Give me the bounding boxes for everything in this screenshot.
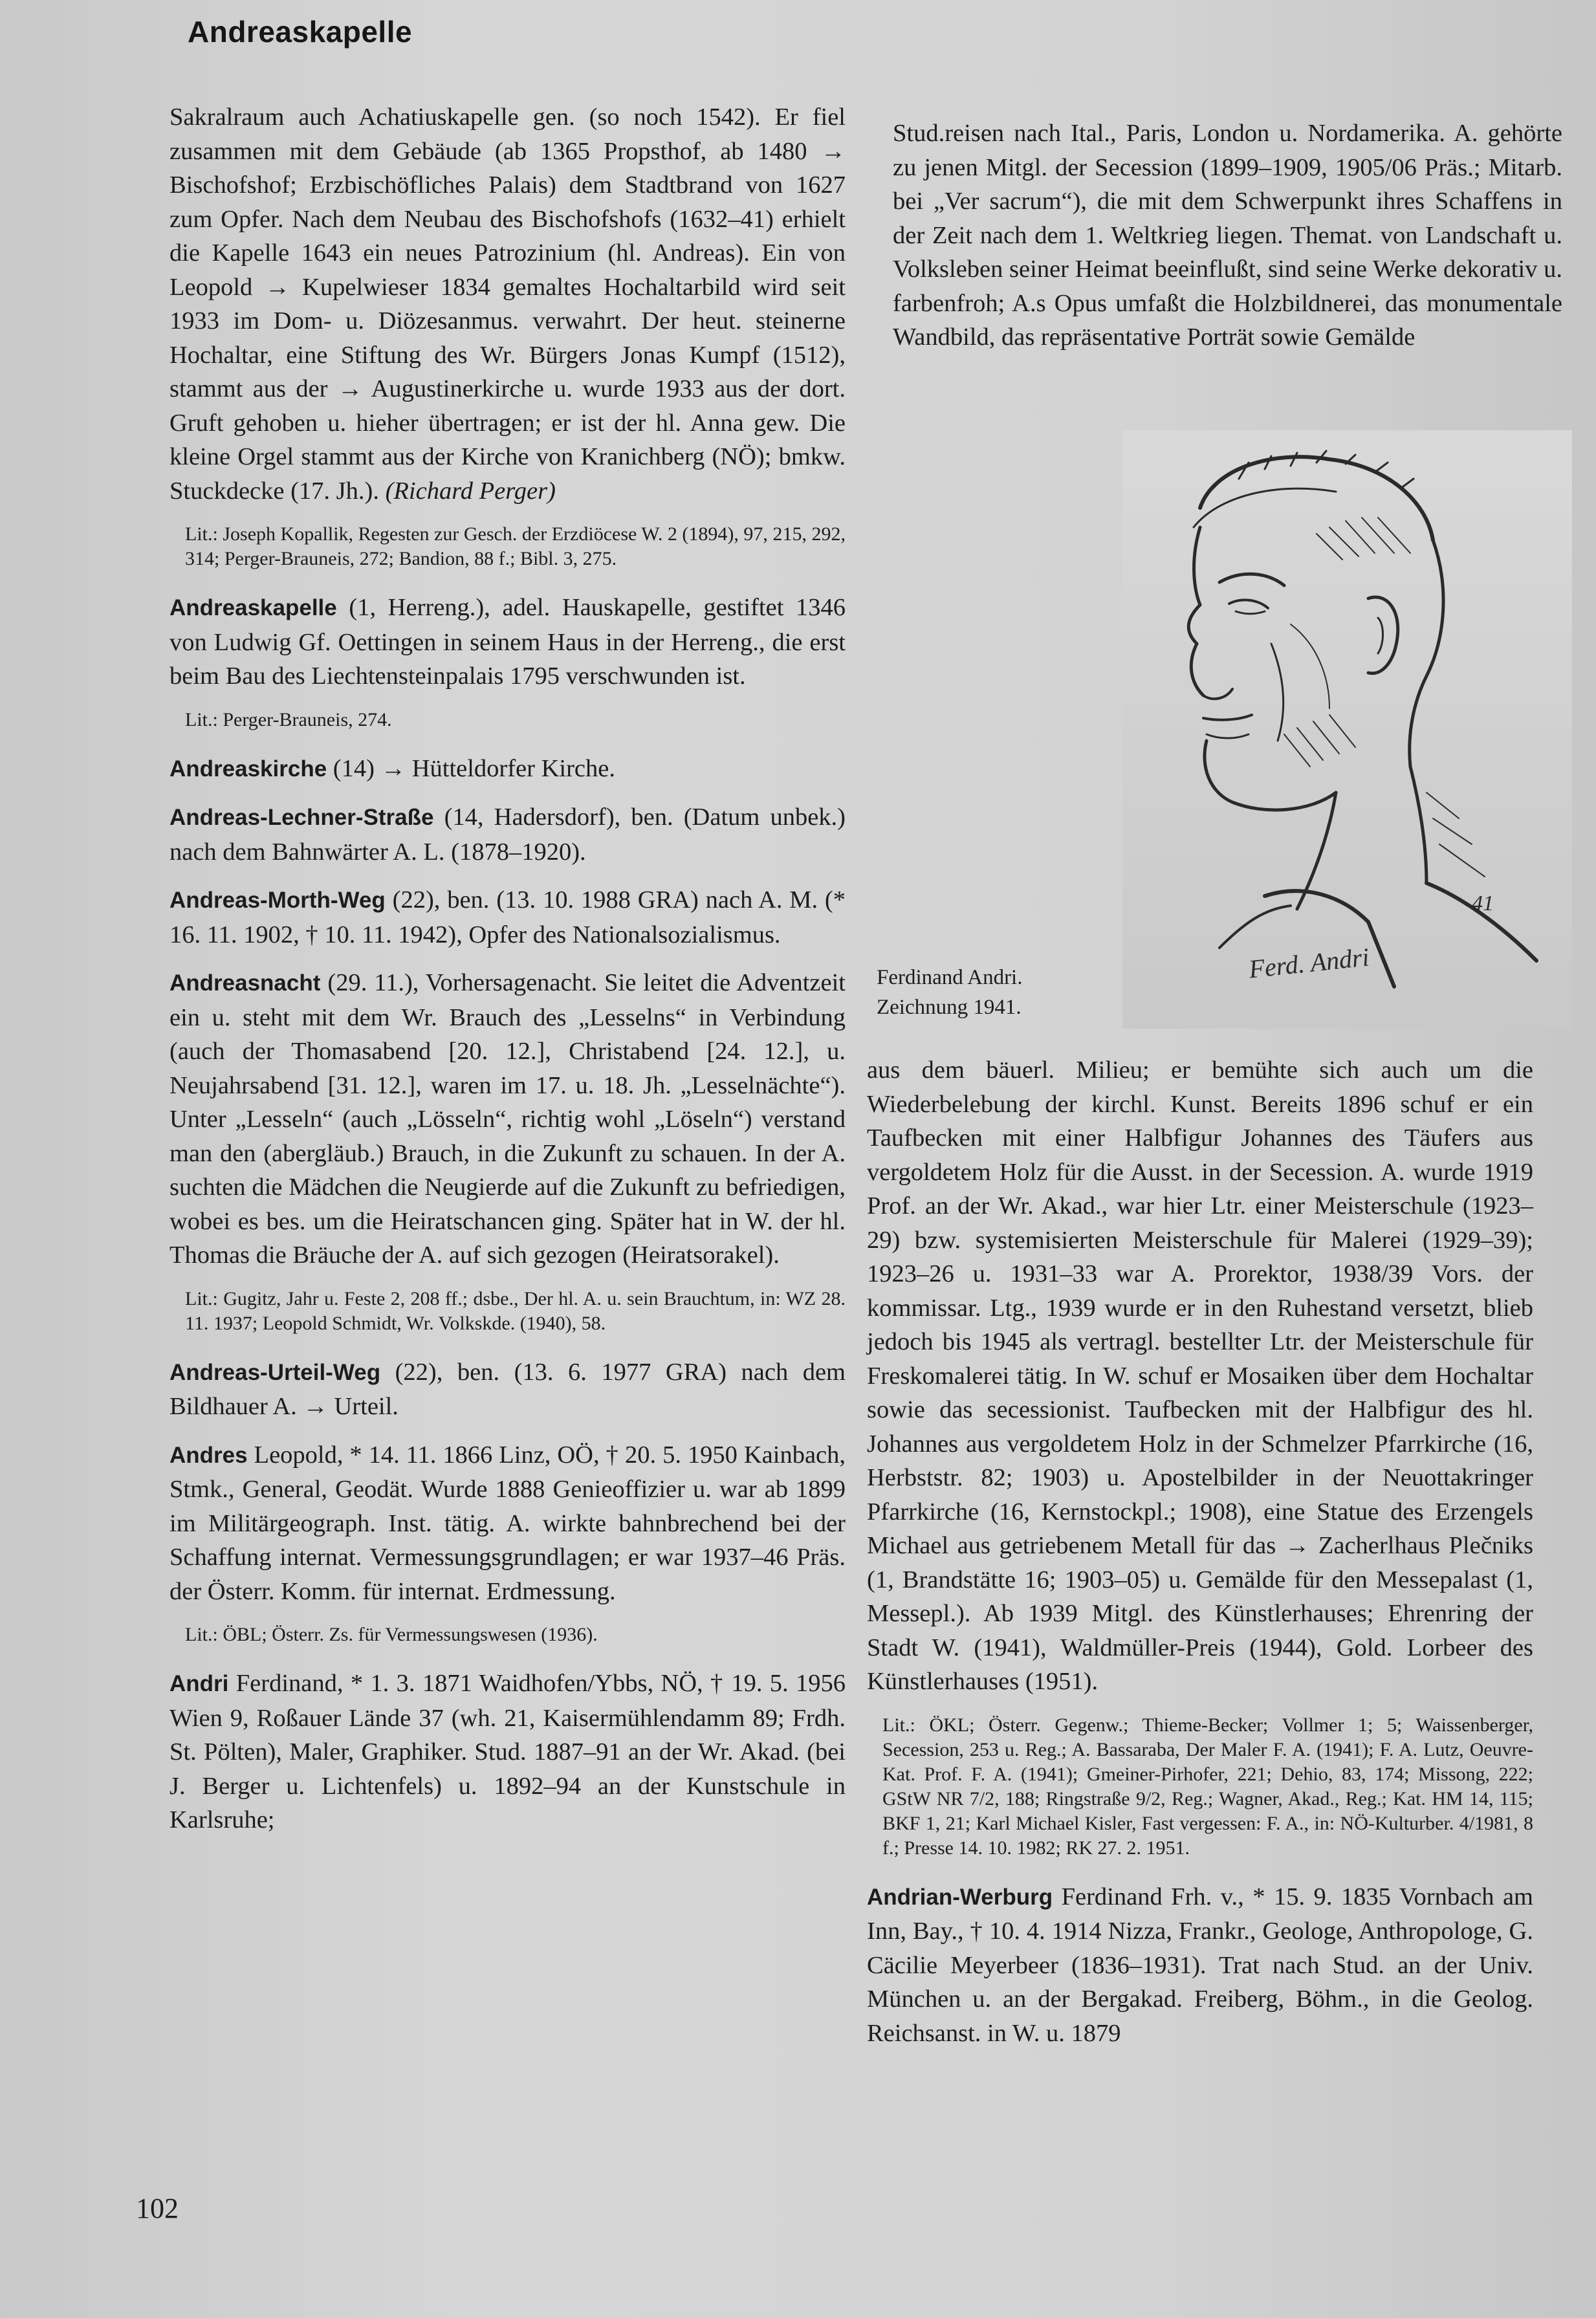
entry-text: (14, Hadersdorf), ben. (Datum unbek.) nach dem Bahnwärter A. L. (1878–1920). <box>169 804 846 866</box>
entry-lemma: Andreas-Morth-Weg <box>169 888 386 913</box>
caption-line: Ferdinand Andri. <box>877 966 1023 989</box>
entry-text: (29. 11.), Vorhersagenacht. Sie leitet die Adventzeit ein u. steht mit dem Wr. Brauch des „Lesselns“ in Verbindung (auch der Thomasabend [20. 12.], Christabend [24. 12.], u. Neujahrsabend [31. 12.], waren im 17. u. 18. Jh. „Lesselnächte“). Unter „Lesseln“ (auch „Lösseln“, richtig wohl „Löseln“) verstand man den (abergläub.) Brauch, in die Zukunft zu schauen. In der A. suchten die Mädchen die Neugierde auf die Zukunft zu befriedigen, wobei es bes. um die Heiratschancen ging. Später hat in W. der hl. Thomas die Bräuche der A. auf sich gezogen (Heiratsorakel). <box>169 969 846 1269</box>
literature-note: Lit.: ÖKL; Österr. Gegenw.; Thieme-Becker; Vollmer 1; 5; Waissenberger, Secession, 253 u. Reg.; A. Bassaraba, Der Maler F. A. (1941); F. A. Lutz, Oeuvre-Kat. Prof. F. A. (1941); Gmeiner-Pirhofer, 221; Dehio, 83, 174; Missong, 222; GStW NR 7/2, 188; Ringstraße 9/2, Reg.; Wagner, Akad., Reg.; Kat. HM 14, 115; BKF 1, 21; Karl Michael Kisler, Fast vergessen: F. A., in: NÖ-Kulturber. 4/1981, 8 f.; Presse 14. 10. 1982; RK 27. 2. 1951. <box>882 1714 1533 1859</box>
right-column-bottom <box>867 1053 1533 2064</box>
entry-text: Leopold, * 14. 11. 1866 Linz, OÖ, † 20. 5. 1950 Kainbach, Stmk., General, Geodät. Wurde 1888 Genieoffizier u. war ab 1899 im Militärgeograph. Inst. tätig. A. wirkte bahnbrechend bei der Schaffung internat. Vermessungsgrundlagen; er war 1937–46 Präs. der Österr. Komm. für internat. Erdmessung. <box>169 1441 846 1605</box>
entry-lemma: Andri <box>169 1671 229 1696</box>
literature-note: Lit.: Perger-Brauneis, 274. <box>185 708 392 730</box>
caption-line: Zeichnung 1941. <box>877 996 1022 1019</box>
entry-author: (Richard Perger) <box>385 477 556 505</box>
entry-andreaskirche <box>169 752 846 787</box>
entry-lemma: Andreaskirche <box>169 756 327 782</box>
entry-andrian-werburg <box>867 1880 1533 2051</box>
entry-andreas-lechner-strasse <box>169 800 846 869</box>
entry-andreasnacht <box>169 966 846 1273</box>
entry-text: (1, Herreng.), adel. Hauskapelle, gestiftet 1346 von Ludwig Gf. Oettingen in seinem Haus in der Herreng., die erst beim Bau des Liechtensteinpalais 1795 verschwunden ist. <box>169 594 846 690</box>
entry-lemma: Andres <box>169 1442 248 1468</box>
literature-note: Lit.: Gugitz, Jahr u. Feste 2, 208 ff.; dsbe., Der hl. A. u. sein Brauchtum, in: WZ 28. 11. 1937; Leopold Schmidt, Wr. Volkskde. (1940), 58. <box>185 1287 846 1334</box>
entry-andreaskapelle-herreng <box>169 591 846 694</box>
entry-andreas-urteil-weg <box>169 1355 846 1424</box>
entry-andri <box>169 1667 846 1837</box>
portrait-sketch-image <box>1122 430 1572 1029</box>
entry-andres <box>169 1438 846 1609</box>
entry-andreaskapelle-continued <box>169 100 846 508</box>
entry-text: aus dem bäuerl. Milieu; er bemühte sich auch um die Wiederbelebung der kirchl. Kunst. Bereits 1896 schuf er ein Taufbecken mit einer Halbfigur Johannes des Täufers aus vergoldetem Holz für die Ausst. in der Secession. A. wurde 1919 Prof. an der Wr. Akad., war hier Ltr. einer Meisterschule (1923–29) bzw. systemisierten Meisterschule für Malerei (1929–39); 1923–26 u. 1931–33 war A. Prorektor, 1938/39 Vors. der kommissar. Ltg., 1939 wurde er in den Ruhestand versetzt, blieb jedoch bis 1945 als vertragl. bestellter Ltr. der Meisterschule für Freskomalerei tätig. In W. schuf er Mosaiken über dem Hochaltar sowie das secessionist. Taufbecken mit der Halbfigur des hl. Johannes aus vergoldetem Holz in der Schmelzer Pfarrkirche (16, Herbststr. 82; 1903) u. Apostelbilder in der Neuottakringer Pfarrkirche (16, Kernstockpl.; 1908), eine Statue des Erzengels Michael aus getriebenem Metall für das → Zacherlhaus Plečniks (1, Brandstätte 16; 1903–05) u. Gemälde für den Messepalast (1, Messepl.). Ab 1939 Mitgl. des Künstlerhauses; Ehrenring der Stadt W. (1941), Waldmüller-Preis (1944), Gold. Lorbeer des Künstlerhauses (1951). <box>867 1056 1533 1695</box>
entry-lemma: Andreaskapelle <box>169 595 337 620</box>
left-column <box>169 100 846 1852</box>
right-column-top <box>893 116 1562 369</box>
running-header: Andreaskapelle <box>188 15 413 49</box>
entry-andri-continued <box>893 116 1562 355</box>
entry-text: Ferdinand, * 1. 3. 1871 Waidhofen/Ybbs, NÖ, † 19. 5. 1956 Wien 9, Roßauer Lände 37 (wh. 21, Kaisermühlendamm 89; Frdh. St. Pölten), Maler, Graphiker. Stud. 1887–91 an der Wr. Akad. (bei J. Berger u. Lichtenfels) u. 1892–94 an der Kunstschule in Karlsruhe; <box>169 1670 846 1833</box>
entry-andri-continued-2 <box>867 1053 1533 1699</box>
entry-text: (22), ben. (13. 6. 1977 GRA) nach dem Bildhauer A. → Urteil. <box>169 1358 846 1420</box>
entry-andreas-morth-weg <box>169 883 846 952</box>
entry-lemma: Andreas-Lechner-Straße <box>169 805 434 830</box>
page-number: 102 <box>136 2192 179 2224</box>
portrait-drawing <box>1122 430 1572 1029</box>
entry-text: Stud.reisen nach Ital., Paris, London u. Nordamerika. A. gehörte zu jenen Mitgl. der Secession (1899–1909, 1905/06 Präs.; Mitarb. bei „Ver sacrum“), die mit dem Schwerpunkt ihres Schaffens in der Zeit nach dem 1. Weltkrieg liegen. Themat. von Landschaft u. Volksleben seiner Heimat beeinflußt, sind seine Werke dekorativ u. farbenfroh; A.s Opus umfaßt die Holzbildnerei, das monumentale Wandbild, das repräsentative Porträt sowie Gemälde <box>893 120 1562 351</box>
entry-text: Sakralraum auch Achatiuskapelle gen. (so noch 1542). Er fiel zusammen mit dem Gebäude (ab 1365 Propsthof, ab 1480 → Bischofshof; Erzbischöfliches Palais) dem Stadtbrand von 1627 zum Opfer. Nach dem Neubau des Bischofshofs (1632–41) erhielt die Kapelle 1643 ein neues Patrozinium (hl. Andreas). Ein von Leopold → Kupelwieser 1834 gemaltes Hochaltarbild wird seit 1933 im Dom- u. Diözesanmus. verwahrt. Der heut. steinerne Hochaltar, eine Stiftung des Wr. Bürgers Jonas Kumpf (1512), stammt aus der → Augustinerkirche u. wurde 1933 aus der dort. Gruft gehoben u. hieher übertragen; er ist der hl. Anna gew. Die kleine Orgel stammt aus der Kirche von Kranichberg (NÖ); bmkw. Stuckdecke (17. Jh.). <box>169 104 846 505</box>
portrait-caption <box>877 963 1110 1022</box>
literature-note: Lit.: ÖBL; Österr. Zs. für Vermessungswesen (1936). <box>185 1624 598 1645</box>
entry-lemma: Andreasnacht <box>169 970 321 996</box>
entry-lemma: Andrian-Werburg <box>867 1884 1053 1910</box>
portrait-monogram: 41 <box>1472 891 1494 915</box>
literature-note: Lit.: Joseph Kopallik, Regesten zur Gesch. der Erzdiöcese W. 2 (1894), 97, 215, 292, 314; Perger-Brauneis, 272; Bandion, 88 f.; Bibl. 3, 275. <box>185 523 846 569</box>
entry-text: (22), ben. (13. 10. 1988 GRA) nach A. M. (* 16. 11. 1902, † 10. 11. 1942), Opfer des Nationalsozialismus. <box>169 886 846 948</box>
portrait-signature: Ferd. Andri <box>1247 942 1371 984</box>
entry-text: (14) → Hütteldorfer Kirche. <box>333 754 615 782</box>
entry-lemma: Andreas-Urteil-Weg <box>169 1359 381 1385</box>
entry-text: Ferdinand Frh. v., * 15. 9. 1835 Vornbach am Inn, Bay., † 10. 4. 1914 Nizza, Frankr., Geologe, Anthropologe, G. Cäcilie Meyerbeer (1836–1931). Trat nach Stud. an der Univ. München u. an der Bergakad. Freiberg, Böhm., in die Geolog. Reichsanst. in W. u. 1879 <box>867 1883 1533 2047</box>
